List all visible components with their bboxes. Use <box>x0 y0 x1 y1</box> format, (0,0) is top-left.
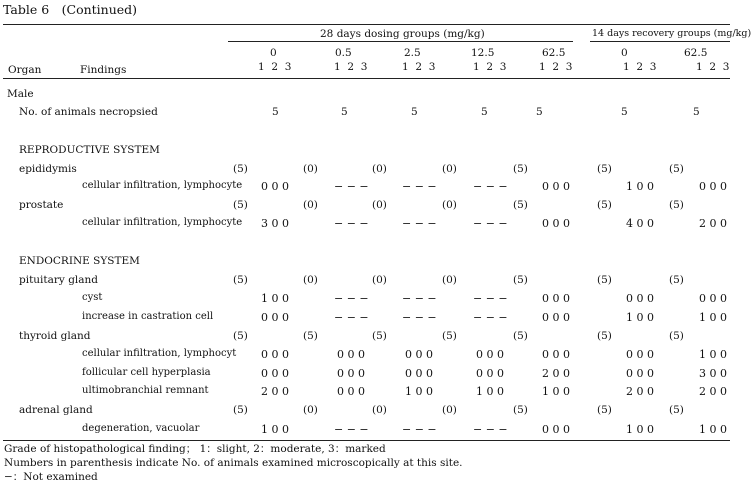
finding-name: cyst <box>82 292 103 303</box>
examined-count: (0) <box>442 404 457 416</box>
grade-values: 0 0 0 <box>542 180 570 193</box>
necropsy-count: 5 <box>272 106 279 118</box>
finding-name: cellular infiltration, lymphocyte <box>82 180 243 191</box>
finding-name: cellular infiltration, lymphocyt <box>82 348 237 359</box>
examined-count: (0) <box>303 163 318 175</box>
necropsy-count: 5 <box>536 106 543 118</box>
grade-values: 0 0 0 <box>476 348 504 361</box>
recovery-group-rule <box>590 41 730 42</box>
examined-count: (5) <box>233 199 248 211</box>
examined-count: (5) <box>597 274 612 286</box>
grade-values: − − − <box>402 180 437 193</box>
table-bottom-rule <box>3 440 730 441</box>
grade-values: 0 0 0 <box>626 367 654 380</box>
system-heading: ENDOCRINE SYSTEM <box>19 255 140 267</box>
organ-name: adrenal gland <box>19 404 93 416</box>
examined-count: (5) <box>233 330 248 342</box>
examined-count: (5) <box>233 274 248 286</box>
header-bottom-rule <box>3 78 730 79</box>
finding-name: degeneration, vacuolar <box>82 423 200 434</box>
examined-count: (5) <box>233 163 248 175</box>
organ-column-header: Organ <box>8 64 42 76</box>
examined-count: (0) <box>303 274 318 286</box>
finding-name: increase in castration cell <box>82 311 214 322</box>
examined-count: (5) <box>597 199 612 211</box>
examined-count: (5) <box>597 330 612 342</box>
grade-values: 0 0 0 <box>261 180 289 193</box>
footnote: Numbers in parenthesis indicate No. of animals examined microscopically at this site. <box>4 457 463 469</box>
organ-name: epididymis <box>19 163 77 175</box>
organ-name: thyroid gland <box>19 330 91 342</box>
grade-values: 1 0 0 <box>476 385 504 398</box>
grade-values: 0 0 0 <box>405 348 433 361</box>
grade-values: 1 0 0 <box>626 311 654 324</box>
finding-name: cellular infiltration, lymphocyte <box>82 217 243 228</box>
dose-label: 2.5 <box>404 47 421 59</box>
top-rule <box>3 24 730 25</box>
grade-values: 3 0 0 <box>261 217 289 230</box>
grade-values: 4 0 0 <box>626 217 654 230</box>
examined-count: (5) <box>233 404 248 416</box>
grade-values: − − − <box>473 311 508 324</box>
organ-name: prostate <box>19 199 64 211</box>
grade-values: 0 0 0 <box>542 423 570 436</box>
grade-values: 0 0 0 <box>542 311 570 324</box>
grade-values: − − − <box>402 217 437 230</box>
grade-values: 0 0 0 <box>542 292 570 305</box>
grade-values: 1 0 0 <box>626 180 654 193</box>
examined-count: (5) <box>513 274 528 286</box>
grade-values: − − − <box>473 217 508 230</box>
examined-count: (5) <box>669 330 684 342</box>
grade-values: 1 0 0 <box>261 292 289 305</box>
examined-count: (5) <box>597 404 612 416</box>
grade-values: 0 0 0 <box>261 311 289 324</box>
organ-name: pituitary gland <box>19 274 99 286</box>
examined-count: (5) <box>513 199 528 211</box>
grade-labels: 1 2 3 <box>696 61 730 73</box>
grade-values: 2 0 0 <box>261 385 289 398</box>
grade-values: 2 0 0 <box>699 385 727 398</box>
grade-values: − − − <box>334 311 369 324</box>
grade-values: 1 0 0 <box>699 423 727 436</box>
footnote: −：Not examined <box>4 471 98 483</box>
necropsy-count: 5 <box>341 106 348 118</box>
grade-values: 1 0 0 <box>405 385 433 398</box>
grade-values: 0 0 0 <box>337 385 365 398</box>
grade-values: − − − <box>334 292 369 305</box>
dose-label: 0 <box>270 47 277 59</box>
examined-count: (0) <box>303 199 318 211</box>
examined-count: (5) <box>372 330 387 342</box>
grade-values: 1 0 0 <box>261 423 289 436</box>
grade-labels: 1 2 3 <box>473 61 507 73</box>
necropsy-label: No. of animals necropsied <box>19 106 158 118</box>
grade-values: 1 0 0 <box>626 423 654 436</box>
grade-values: − − − <box>473 423 508 436</box>
grade-values: 1 0 0 <box>699 311 727 324</box>
grade-values: − − − <box>334 180 369 193</box>
examined-count: (5) <box>597 163 612 175</box>
grade-values: 0 0 0 <box>337 367 365 380</box>
examined-count: (5) <box>303 330 318 342</box>
grade-values: − − − <box>473 292 508 305</box>
grade-labels: 1 2 3 <box>258 61 292 73</box>
grade-values: − − − <box>473 180 508 193</box>
grade-values: − − − <box>334 217 369 230</box>
examined-count: (0) <box>442 199 457 211</box>
grade-values: 2 0 0 <box>626 385 654 398</box>
necropsy-count: 5 <box>481 106 488 118</box>
dose-label: 12.5 <box>471 47 495 59</box>
finding-name: ultimobranchial remnant <box>82 385 209 396</box>
examined-count: (0) <box>372 274 387 286</box>
necropsy-count: 5 <box>693 106 700 118</box>
footnote: Grade of histopathological finding； 1：slight, 2：moderate, 3：marked <box>4 443 386 455</box>
examined-count: (0) <box>442 274 457 286</box>
grade-values: 2 0 0 <box>542 367 570 380</box>
necropsy-count: 5 <box>621 106 628 118</box>
sex-label: Male <box>7 88 34 100</box>
necropsy-count: 5 <box>411 106 418 118</box>
dosing-group-header: 28 days dosing groups (mg/kg) <box>320 28 485 40</box>
dose-label: 0 <box>621 47 628 59</box>
table-title: Table 6 (Continued) <box>3 2 138 17</box>
examined-count: (5) <box>669 199 684 211</box>
grade-values: 3 0 0 <box>699 367 727 380</box>
grade-values: 0 0 0 <box>699 180 727 193</box>
grade-values: 0 0 0 <box>626 348 654 361</box>
grade-values: 0 0 0 <box>337 348 365 361</box>
grade-values: − − − <box>402 423 437 436</box>
grade-values: − − − <box>402 311 437 324</box>
grade-labels: 1 2 3 <box>334 61 368 73</box>
dose-label: 62.5 <box>684 47 708 59</box>
grade-labels: 1 2 3 <box>539 61 573 73</box>
grade-values: 0 0 0 <box>261 367 289 380</box>
grade-values: 1 0 0 <box>542 385 570 398</box>
system-heading: REPRODUCTIVE SYSTEM <box>19 144 160 156</box>
examined-count: (5) <box>669 163 684 175</box>
grade-values: 0 0 0 <box>542 217 570 230</box>
grade-labels: 1 2 3 <box>623 61 657 73</box>
findings-column-header: Findings <box>80 64 127 76</box>
examined-count: (0) <box>372 199 387 211</box>
examined-count: (5) <box>669 404 684 416</box>
finding-name: follicular cell hyperplasia <box>82 367 211 378</box>
dose-label: 62.5 <box>542 47 566 59</box>
examined-count: (5) <box>513 330 528 342</box>
grade-values: 0 0 0 <box>261 348 289 361</box>
grade-values: 0 0 0 <box>699 292 727 305</box>
grade-labels: 1 2 3 <box>402 61 436 73</box>
recovery-group-header: 14 days recovery groups (mg/kg) <box>592 28 751 39</box>
examined-count: (0) <box>442 163 457 175</box>
examined-count: (5) <box>513 404 528 416</box>
grade-values: 2 0 0 <box>699 217 727 230</box>
examined-count: (0) <box>372 163 387 175</box>
grade-values: − − − <box>402 292 437 305</box>
grade-values: − − − <box>334 423 369 436</box>
grade-values: 1 0 0 <box>699 348 727 361</box>
examined-count: (5) <box>442 330 457 342</box>
grade-values: 0 0 0 <box>626 292 654 305</box>
grade-values: 0 0 0 <box>405 367 433 380</box>
grade-values: 0 0 0 <box>476 367 504 380</box>
examined-count: (0) <box>303 404 318 416</box>
grade-values: 0 0 0 <box>542 348 570 361</box>
dose-label: 0.5 <box>335 47 352 59</box>
examined-count: (5) <box>669 274 684 286</box>
examined-count: (0) <box>372 404 387 416</box>
dosing-group-rule <box>228 41 573 42</box>
examined-count: (5) <box>513 163 528 175</box>
